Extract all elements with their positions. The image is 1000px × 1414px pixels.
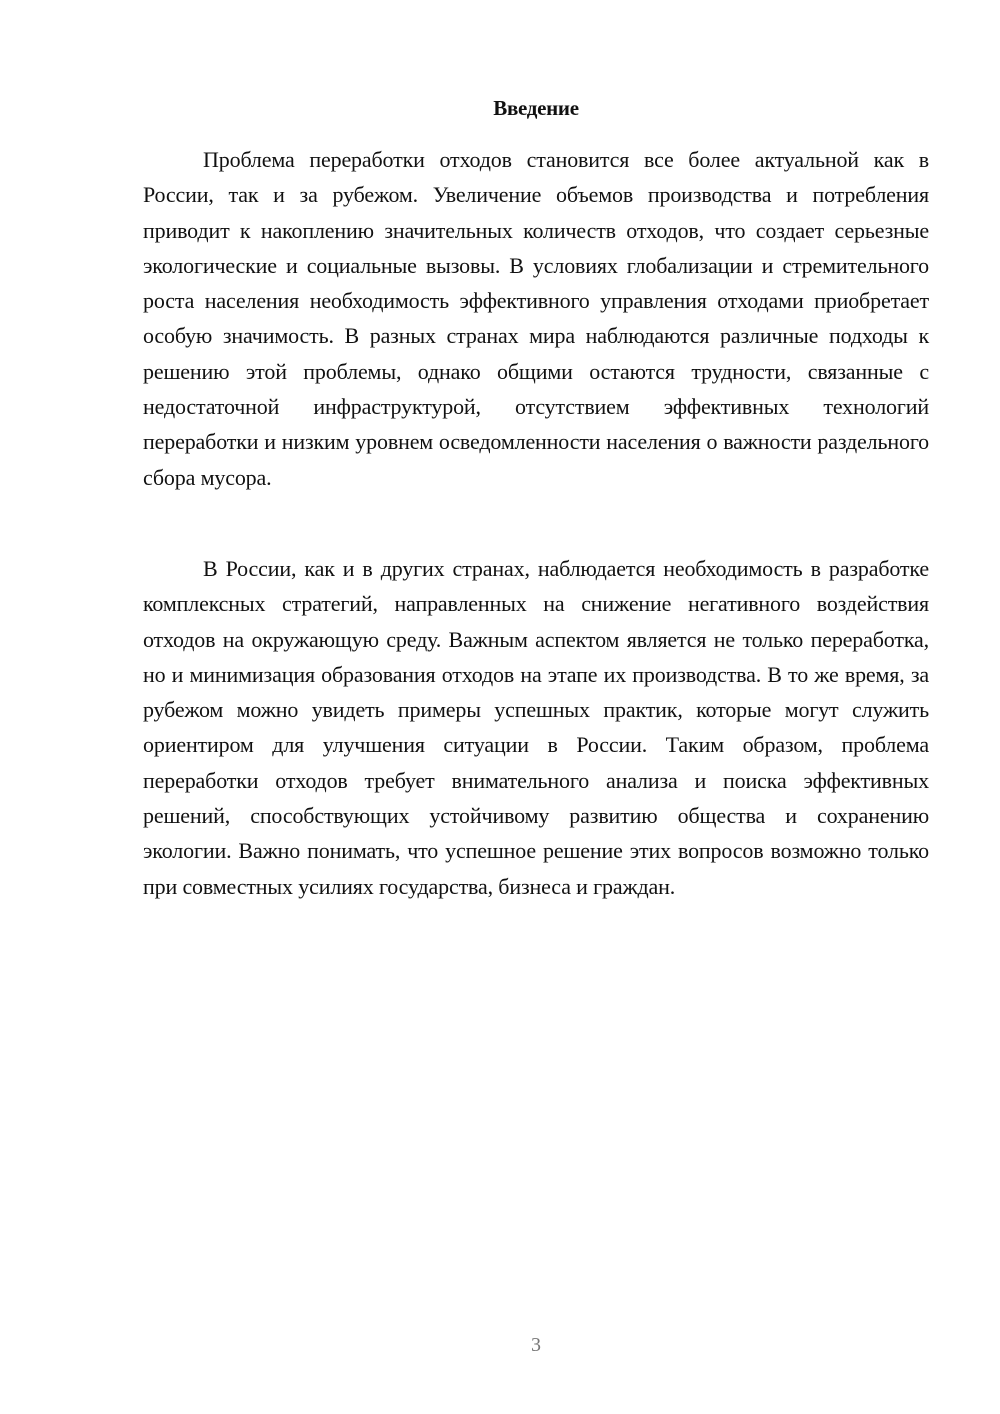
paragraph-2: В России, как и в других странах, наблюдается необходимость в разработке комплексных стратегий, направленных на снижение негативного воздействия отходов на окружающую среду. Важным аспектом является не только переработка, но и минимизация образования отходов на этапе их производства. В то же время, за рубежом можно увидеть примеры успешных практик, которые могут служить ориентиром для улучшения ситуации в России. Таким образом, проблема переработки отходов требует внимательного анализа и поиска эффективных решений, способствующих устойчивому развитию общества и сохранению экологии. Важно понимать, что успешное решение этих вопросов возможно только при совместных усилиях государства, бизнеса и граждан. [143,556,929,899]
page-number: 3 [531,1334,541,1356]
paragraph-1: Проблема переработки отходов становится все более актуальной как в России, так и за рубежом. Увеличение объемов производства и потребления приводит к накоплению значительных количеств отходов, что создает серьезные экологические и социальные вызовы. В условиях глобализации и стремительного роста населения необходимость эффективного управления отходами приобретает особую значимость. В разных странах мира наблюдаются различные подходы к решению этой проблемы, однако общими остаются трудности, связанные с недостаточной инфраструктурой, отсутствием эффективных технологий переработки и низким уровнем осведомленности населения о важности раздельного сбора мусора. [143,147,929,490]
section-title: Введение [493,96,579,120]
